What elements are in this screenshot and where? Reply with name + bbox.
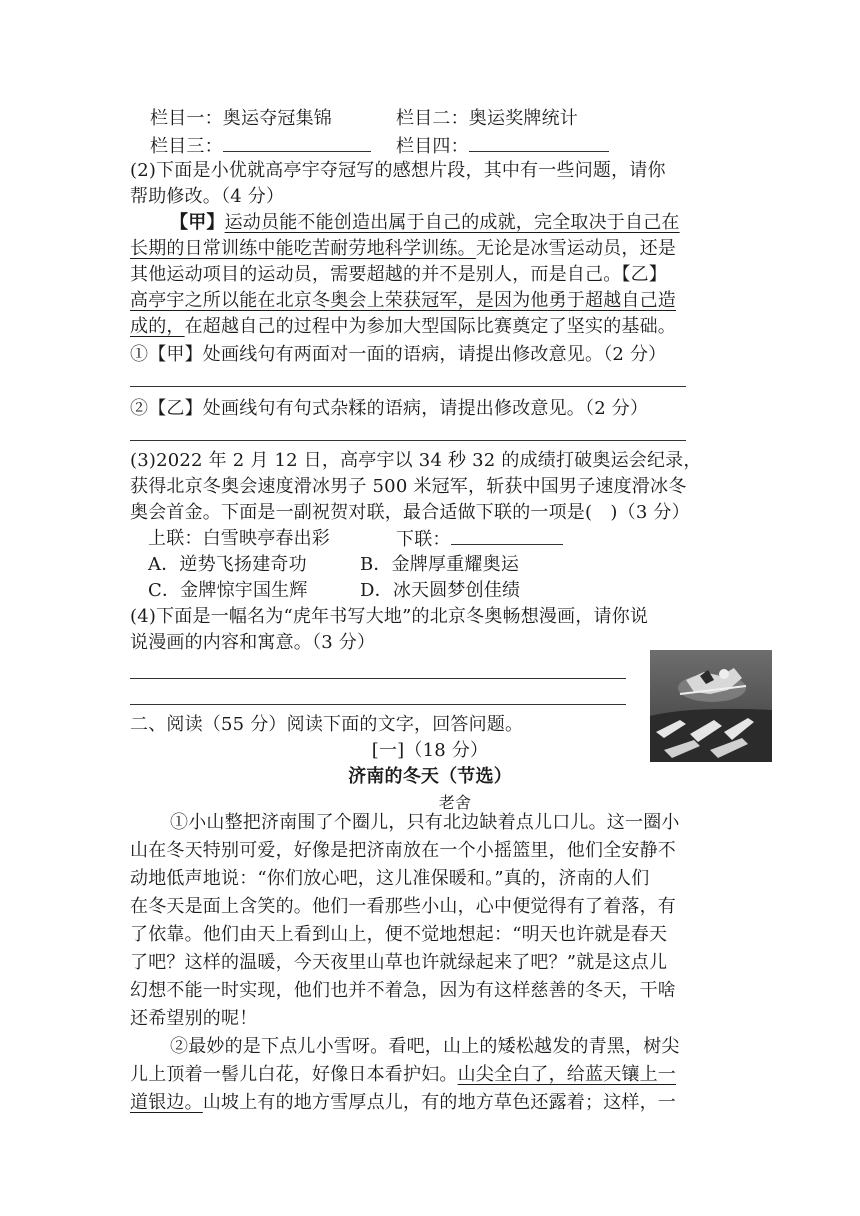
para2-line-3	[130, 1090, 676, 1116]
q2-passage-line-5	[130, 314, 676, 340]
couplet-upper: 上联：白雪映亭春出彩	[148, 528, 330, 549]
q2-sub-question-1: ①【甲】处画线句有两面对一面的语病，请提出修改意见。（2 分）	[130, 344, 667, 365]
underlined-sentence-para2-1: 山尖全白了，给蓝天镶上一	[457, 1064, 677, 1085]
q4-line-2: 说漫画的内容和寓意。（3 分）	[130, 632, 376, 653]
reading-section-label: [一]（18 分）	[371, 740, 489, 761]
para1-line-6: 了吧？这样的温暖，今天夜里山草也许就绿起来了吧？”就是这点儿	[130, 952, 668, 973]
underlined-sentence-yi-2: 成的，	[130, 316, 185, 337]
reading-heading: 二、阅读（55 分）阅读下面的文字，回答问题。	[130, 714, 524, 735]
para1-line-7: 幻想不能一时实现，他们也并不着急，因为有这样慈善的冬天，干啥	[130, 980, 676, 1001]
couplet-lower-blank[interactable]	[451, 526, 563, 545]
underlined-sentence-para2-2: 道银边。	[130, 1092, 203, 1113]
para1-line-2: 山在冬天特别可爱，好像是把济南放在一个小摇篮里，他们全安静不	[130, 840, 676, 861]
underlined-sentence-jia-2: 长期的日常训练中能吃苦耐劳地科学训练。	[130, 238, 476, 259]
q2-intro-1: (2)下面是小优就高亭宇夺冠写的感想片段，其中有一些问题，请你	[130, 160, 666, 181]
column-4-blank[interactable]	[469, 133, 609, 152]
column-3-row	[150, 133, 371, 160]
answer-line-3[interactable]	[130, 678, 626, 679]
column-3: 栏目三：	[150, 136, 223, 157]
q3-line-3: 奥会首金。下面是一副祝贺对联，最合适做下联的一项是( )（3 分）	[130, 502, 690, 523]
q4-line-1: (4)下面是一幅名为“虎年书写大地”的北京冬奥畅想漫画，请你说	[130, 606, 649, 627]
option-d[interactable]: D．冰天圆梦创佳绩	[360, 580, 521, 601]
answer-line-4[interactable]	[130, 704, 626, 705]
para2-text: 山坡上有的地方雪厚点儿，有的地方草色还露着；这样，一	[202, 1092, 677, 1113]
answer-line-1[interactable]	[130, 386, 686, 387]
tag-jia: 【甲】	[170, 212, 225, 233]
option-a[interactable]: A．逆势飞扬建奇功	[148, 554, 307, 575]
option-b[interactable]: B．金牌厚重耀奥运	[360, 554, 520, 575]
q3-line-1: (3)2022 年 2 月 12 日，高亭宇以 34 秒 32 的成绩打破奥运会纪录，	[130, 450, 702, 471]
option-c[interactable]: C．金牌惊宇国生辉	[148, 580, 308, 601]
q2-sub-question-2: ②【乙】处画线句有句式杂糅的语病，请提出修改意见。（2 分）	[130, 398, 649, 419]
para1-line-3: 动地低声地说：“你们放心吧，这儿准保暖和。”真的，济南的人们	[130, 868, 650, 889]
para2-line-1: ②最妙的是下点儿小雪呀。看吧，山上的矮松越发的青黑，树尖	[170, 1036, 680, 1057]
q2-passage-line-3: 其他运动项目的运动员，需要超越的并不是别人，而是自己。【乙】	[130, 264, 667, 285]
column-4: 栏目四：	[396, 136, 469, 157]
para1-line-4: 在冬天是面上含笑的。他们一看那些小山，心中便觉得有了着落，有	[130, 896, 676, 917]
q2-intro-2: 帮助修改。（4 分）	[130, 186, 285, 207]
para1-line-8: 还希望别的呢！	[130, 1008, 258, 1029]
q2-passage-line-1	[170, 210, 680, 236]
essay-title: 济南的冬天（节选）	[348, 766, 512, 787]
answer-line-2[interactable]	[130, 440, 686, 441]
para2-line-2	[130, 1062, 676, 1088]
column-1: 栏目一：奥运夺冠集锦	[150, 108, 332, 129]
passage-text: 无论是冰雪运动员，还是	[475, 238, 677, 259]
couplet-lower-row	[396, 526, 563, 553]
para1-line-1: ①小山整把济南围了个圈儿，只有北边缺着点儿口儿。这一圈小	[170, 812, 680, 833]
para1-line-5: 了依靠。他们由天上看到山上，便不觉地想起：“明天也许就是春天	[130, 924, 668, 945]
passage-text: 在超越自己的过程中为参加大型国际比赛奠定了坚实的基础。	[184, 316, 677, 337]
para2-text: 儿上顶着一髻儿白花，好像日本看护妇。	[130, 1064, 458, 1085]
couplet-lower-label: 下联：	[396, 529, 451, 550]
underlined-sentence-jia-1: 运动员能不能创造出属于自己的成就，完全取决于自己在	[224, 212, 680, 233]
column-4-row	[396, 133, 609, 160]
essay-author: 老舍	[438, 793, 472, 812]
q3-line-2: 获得北京冬奥会速度滑冰男子 500 米冠军，斩获中国男子速度滑冰冬	[130, 476, 687, 497]
column-3-blank[interactable]	[223, 133, 371, 152]
column-2: 栏目二：奥运奖牌统计	[396, 108, 578, 129]
q2-passage-line-2	[130, 236, 676, 262]
q2-passage-line-4	[130, 288, 676, 314]
underlined-sentence-yi-1: 高亭宇之所以能在北京冬奥会上荣获冠军，是因为他勇于超越自己造	[130, 290, 676, 311]
